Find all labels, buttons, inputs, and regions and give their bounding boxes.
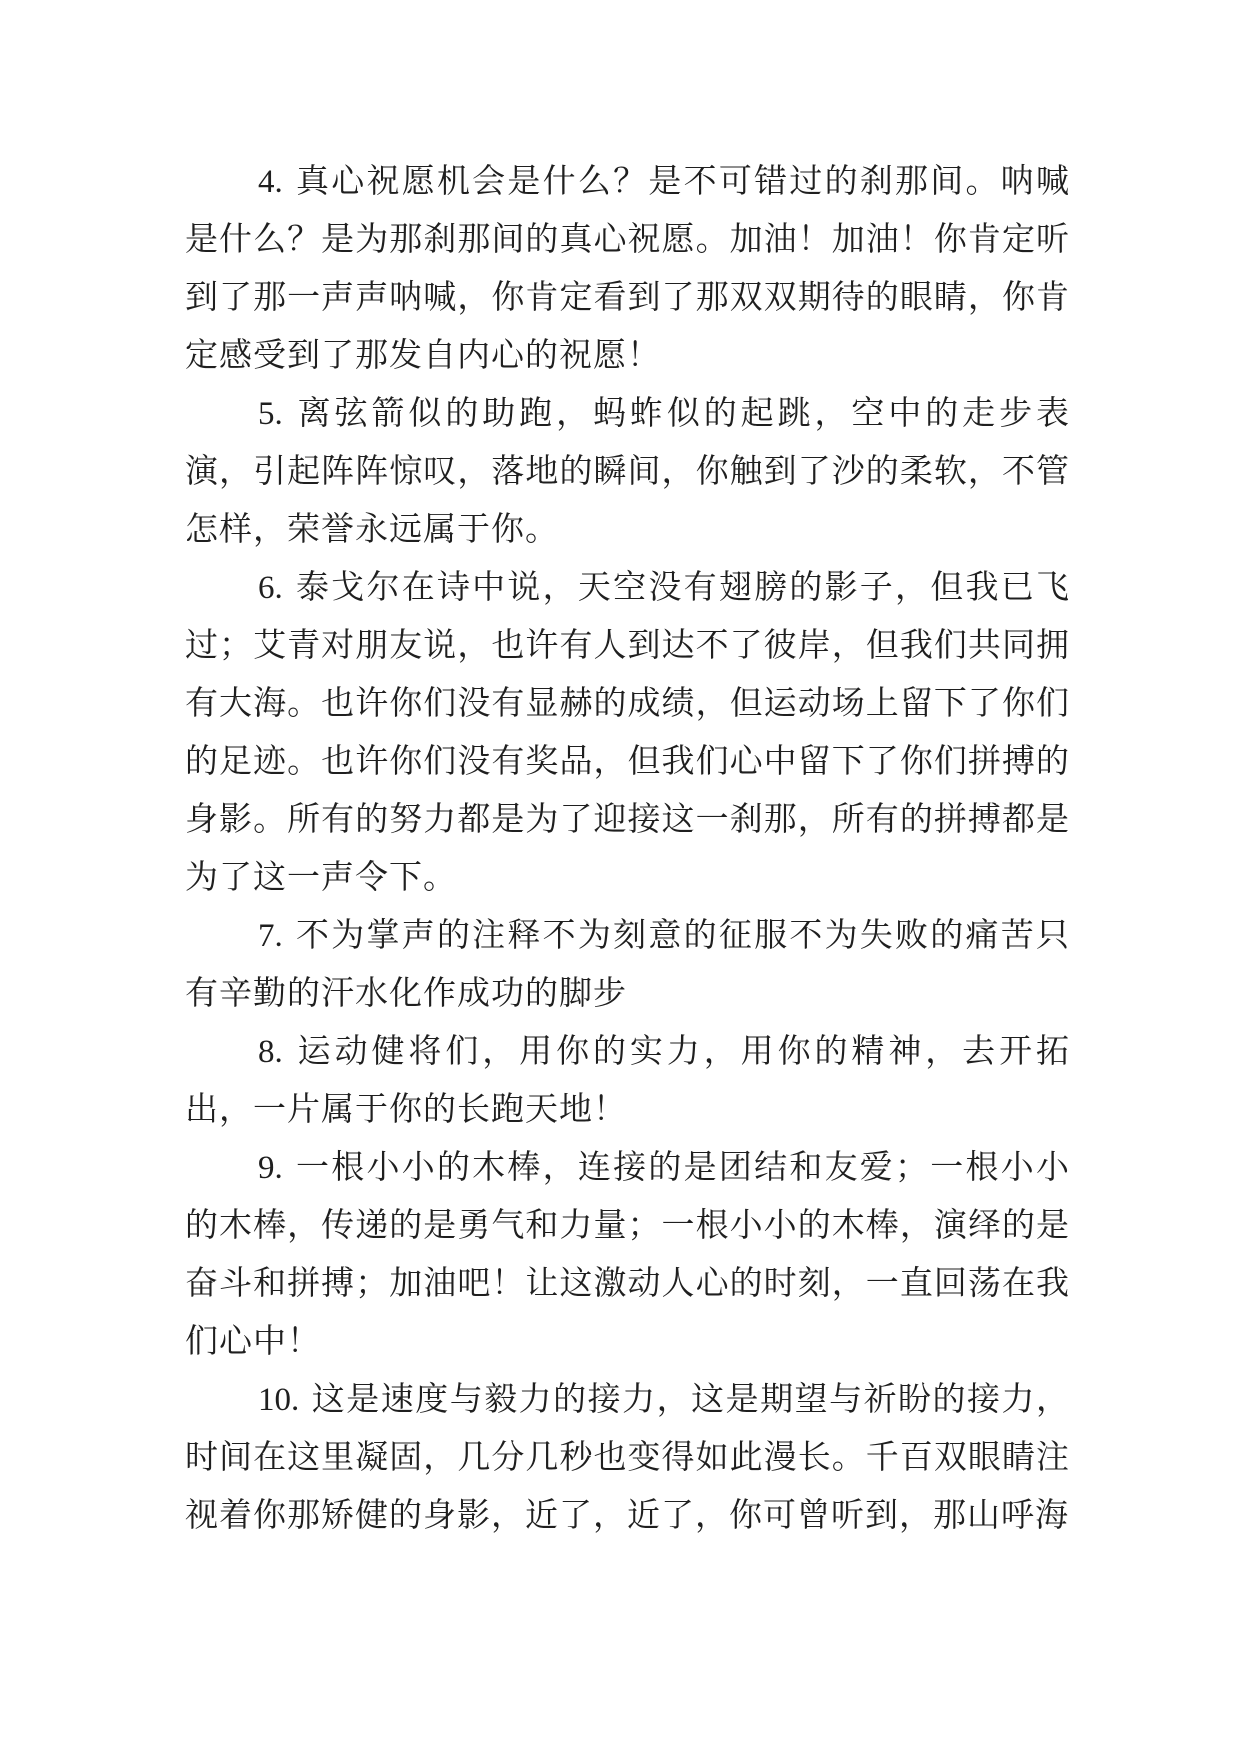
paragraph-10-text: 这是速度与毅力的接力，这是期望与祈盼的接力，时间在这里凝固，几分几秒也变得如此漫长。千百双眼睛注视着你那矫健的身影，近了，近了，你可曾听到，那山呼海 [185,1382,1070,1534]
paragraph-5 [185,385,1070,559]
paragraph-6-number: 6. [258,570,283,606]
paragraph-7-number: 7. [258,918,283,954]
paragraph-6-text: 泰戈尔在诗中说，天空没有翅膀的影子，但我已飞过；艾青对朋友说，也许有人到达不了彼岸，但我们共同拥有大海。也许你们没有显赫的成绩，但运动场上留下了你们的足迹。也许你们没有奖品，但我们心中留下了你们拼搏的身影。所有的努力都是为了迎接这一刹那，所有的拼搏都是为了这一声令下。 [185,570,1070,896]
paragraph-8-number: 8. [258,1034,283,1070]
paragraph-10-number: 10. [258,1382,300,1418]
paragraph-4-text: 真心祝愿机会是什么？是不可错过的刹那间。呐喊是什么？是为那刹那间的真心祝愿。加油！加油！你肯定听到了那一声声呐喊，你肯定看到了那双双期待的眼睛，你肯定感受到了那发自内心的祝愿！ [185,164,1070,374]
paragraph-5-number: 5. [258,396,283,432]
paragraph-10 [185,1371,1070,1545]
paragraph-4-number: 4. [258,164,283,200]
document-text-body [185,153,1070,1545]
paragraph-6 [185,559,1070,907]
paragraph-4 [185,153,1070,385]
paragraph-9 [185,1139,1070,1371]
paragraph-7 [185,907,1070,1023]
paragraph-9-number: 9. [258,1150,283,1186]
paragraph-8 [185,1023,1070,1139]
paragraph-7-text: 不为掌声的注释不为刻意的征服不为失败的痛苦只有辛勤的汗水化作成功的脚步 [185,918,1070,1012]
paragraph-9-text: 一根小小的木棒，连接的是团结和友爱；一根小小的木棒，传递的是勇气和力量；一根小小的木棒，演绎的是奋斗和拼搏；加油吧！让这激动人心的时刻，一直回荡在我们心中！ [185,1150,1070,1360]
paragraph-5-text: 离弦箭似的助跑，蚂蚱似的起跳，空中的走步表演，引起阵阵惊叹，落地的瞬间，你触到了沙的柔软，不管怎样，荣誉永远属于你。 [185,396,1070,548]
paragraph-8-text: 运动健将们，用你的实力，用你的精神，去开拓出，一片属于你的长跑天地！ [185,1034,1070,1128]
